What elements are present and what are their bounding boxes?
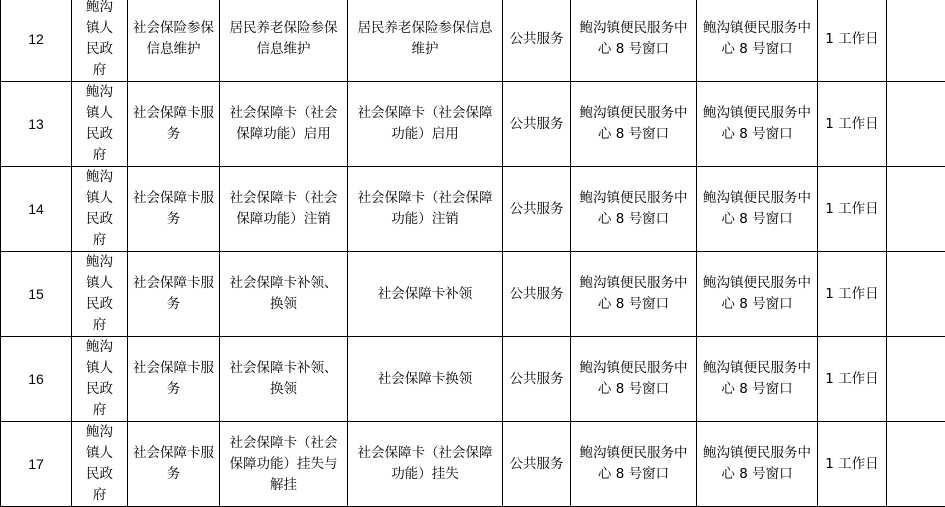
time-limit: 1 工作日 [818,337,887,422]
time-limit: 1 工作日 [818,0,887,82]
service-sub-item: 居民养老保险参保信息维护 [348,0,503,82]
service-item: 社会保障卡（社会保障功能）注销 [220,167,348,252]
service-item: 社会保障卡（社会保障功能）启用 [220,82,348,167]
empty-cell [887,167,945,252]
service-sub-item: 社会保障卡补领 [348,252,503,337]
service-type: 公共服务 [503,422,571,507]
handling-location-2: 鲍沟镇便民服务中心 8 号窗口 [697,82,818,167]
service-item: 居民养老保险参保信息维护 [220,0,348,82]
service-type: 公共服务 [503,82,571,167]
table-row [1,167,945,252]
handling-location-2: 鲍沟镇便民服务中心 8 号窗口 [697,167,818,252]
service-category: 社会保险参保信息维护 [128,0,220,82]
time-limit: 1 工作日 [818,167,887,252]
time-limit: 1 工作日 [818,422,887,507]
service-type: 公共服务 [503,0,571,82]
implementing-org: 鲍沟镇人民政府 [72,82,128,167]
service-sub-item: 社会保障卡（社会保障功能）挂失 [348,422,503,507]
time-limit: 1 工作日 [818,252,887,337]
handling-location-2: 鲍沟镇便民服务中心 8 号窗口 [697,337,818,422]
service-type: 公共服务 [503,337,571,422]
row-number: 17 [1,422,72,507]
row-number: 13 [1,82,72,167]
service-sub-item: 社会保障卡换领 [348,337,503,422]
service-category: 社会保障卡服务 [128,167,220,252]
service-sub-item: 社会保障卡（社会保障功能）注销 [348,167,503,252]
implementing-org: 鲍沟镇人民政府 [72,252,128,337]
empty-cell [887,337,945,422]
table-row [1,82,945,167]
time-limit: 1 工作日 [818,82,887,167]
handling-location-2: 鲍沟镇便民服务中心 8 号窗口 [697,252,818,337]
implementing-org: 鲍沟镇人民政府 [72,0,128,82]
empty-cell [887,82,945,167]
empty-cell [887,422,945,507]
implementing-org: 鲍沟镇人民政府 [72,422,128,507]
row-number: 12 [1,0,72,82]
handling-location: 鲍沟镇便民服务中心 8 号窗口 [571,167,697,252]
service-category: 社会保障卡服务 [128,337,220,422]
row-number: 16 [1,337,72,422]
service-type: 公共服务 [503,252,571,337]
implementing-org: 鲍沟镇人民政府 [72,167,128,252]
row-number: 15 [1,252,72,337]
handling-location: 鲍沟镇便民服务中心 8 号窗口 [571,82,697,167]
service-category: 社会保障卡服务 [128,82,220,167]
service-category: 社会保障卡服务 [128,422,220,507]
service-sub-item: 社会保障卡（社会保障功能）启用 [348,82,503,167]
handling-location: 鲍沟镇便民服务中心 8 号窗口 [571,337,697,422]
empty-cell [887,0,945,82]
table-row [1,422,945,507]
service-type: 公共服务 [503,167,571,252]
service-item: 社会保障卡补领、换领 [220,337,348,422]
handling-location-2: 鲍沟镇便民服务中心 8 号窗口 [697,0,818,82]
table-row [1,337,945,422]
handling-location: 鲍沟镇便民服务中心 8 号窗口 [571,252,697,337]
table-row [1,252,945,337]
handling-location: 鲍沟镇便民服务中心 8 号窗口 [571,0,697,82]
service-item: 社会保障卡补领、换领 [220,252,348,337]
table-row [1,0,945,82]
service-item: 社会保障卡（社会保障功能）挂失与解挂 [220,422,348,507]
handling-location: 鲍沟镇便民服务中心 8 号窗口 [571,422,697,507]
empty-cell [887,252,945,337]
service-category: 社会保障卡服务 [128,252,220,337]
row-number: 14 [1,167,72,252]
implementing-org: 鲍沟镇人民政府 [72,337,128,422]
handling-location-2: 鲍沟镇便民服务中心 8 号窗口 [697,422,818,507]
